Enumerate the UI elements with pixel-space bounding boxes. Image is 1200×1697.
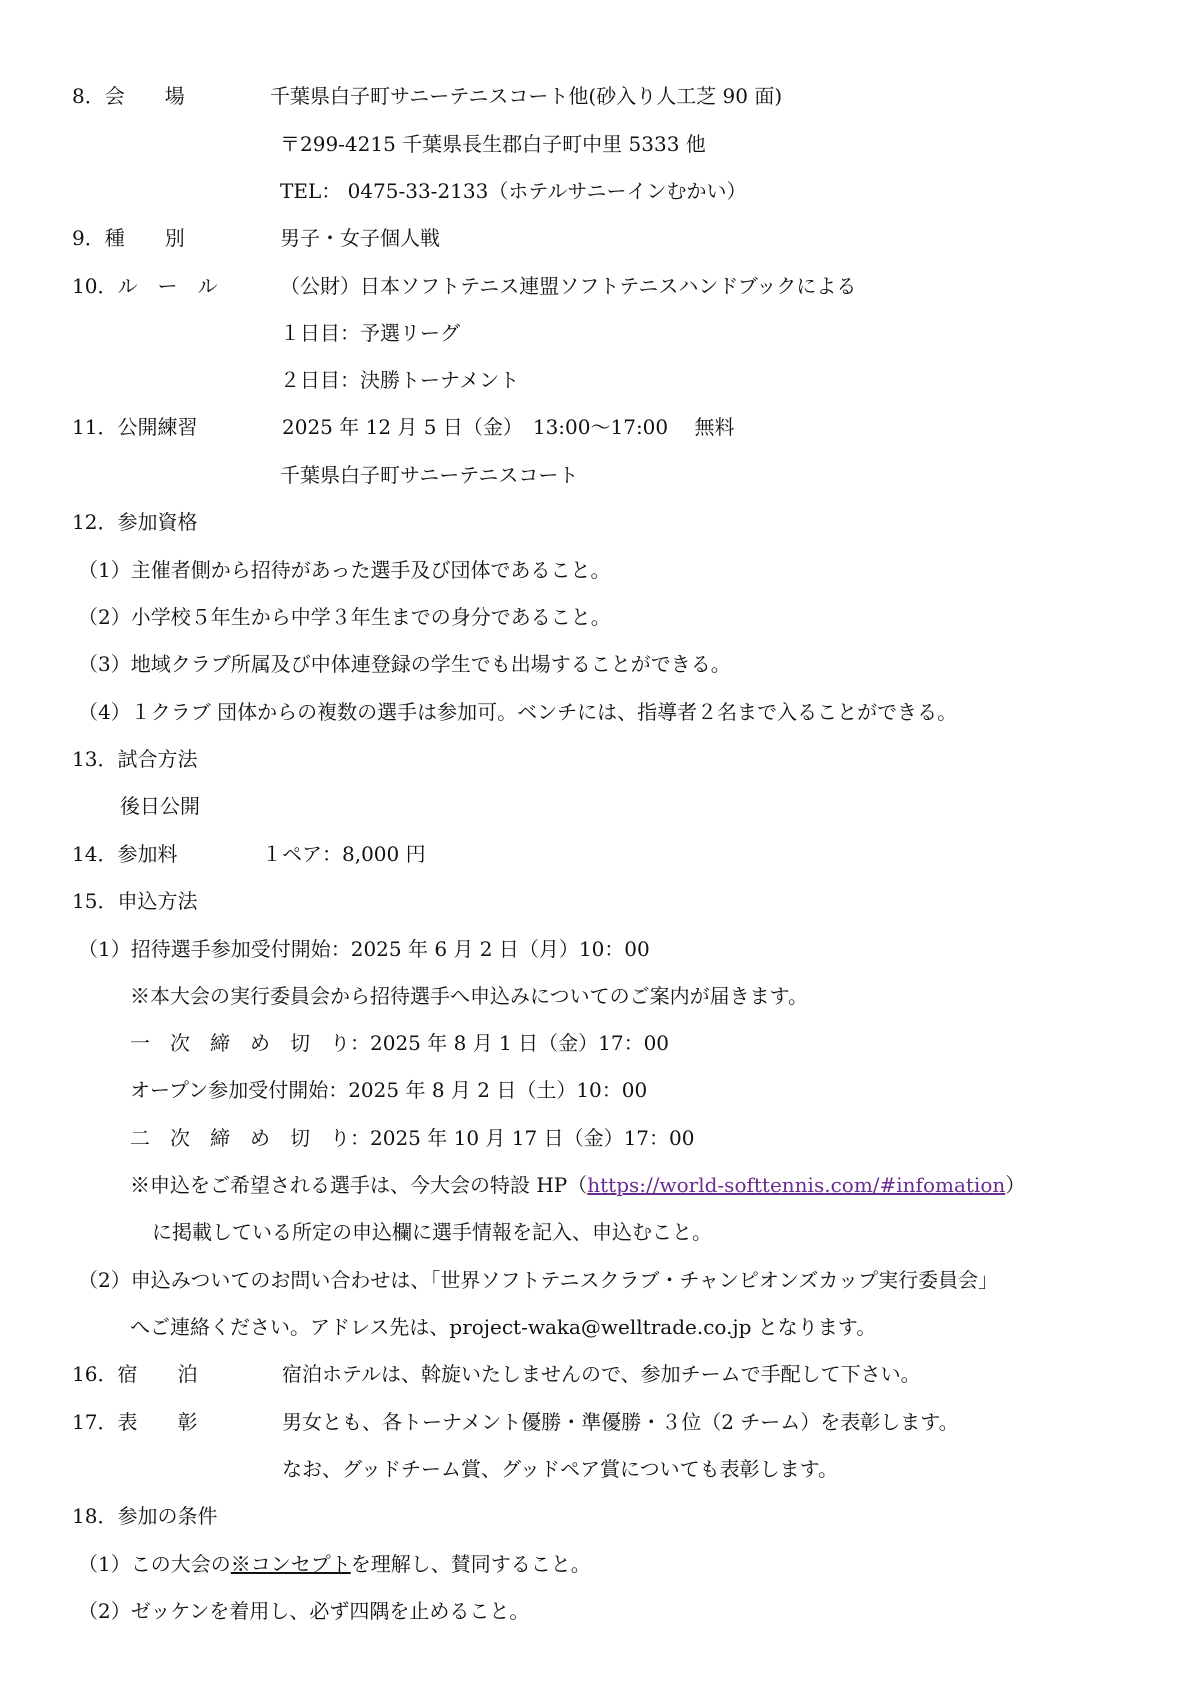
section-18-heading: 18．参加の条件: [72, 1504, 218, 1528]
section-15-note-2: [130, 1175, 1025, 1195]
section-15-item-2-cont: へご連絡ください。アドレス先は、project-waka@welltrade.co.jp となります。: [130, 1315, 877, 1339]
special-site-link[interactable]: https://world-softtennis.com/#infomation: [587, 1173, 1006, 1197]
section-15-note-2-pre: ※申込をご希望される選手は、今大会の特設 HP（: [130, 1173, 588, 1197]
section-18-condition-1: [78, 1554, 591, 1574]
section-11-place: 千葉県白子町サニーテニスコート: [280, 463, 579, 487]
section-16-text: 宿泊ホテルは、斡旋いたしませんので、参加チームで手配して下さい。: [282, 1362, 921, 1386]
section-17-heading: 17．表 彰: [72, 1410, 198, 1434]
section-15-note-2-post: ）: [1005, 1173, 1026, 1197]
section-11-heading: 11．公開練習: [72, 415, 198, 439]
section-10-heading: 10．ル ー ル: [72, 274, 218, 298]
section-15-second-deadline: 二 次 締 め 切 り：2025 年 10 月 17 日（金）17：00: [130, 1126, 695, 1150]
section-10-rule: （公財）日本ソフトテニス連盟ソフトテニスハンドブックによる: [280, 274, 857, 298]
section-12-item-2: （2）小学校５年生から中学３年生までの身分であること。: [78, 605, 611, 629]
section-9-category: 男子・女子個人戦: [280, 226, 440, 250]
section-15-item-1: （1）招待選手参加受付開始：2025 年 6 月 2 日（月）10：00: [78, 937, 650, 961]
section-18-condition-1-pre: （1）この大会の: [78, 1552, 231, 1576]
section-15-note-2-cont: に掲載している所定の申込欄に選手情報を記入、申込むこと。: [152, 1220, 712, 1244]
section-11-datetime: 2025 年 12 月 5 日（金） 13:00～17:00 無料: [282, 415, 735, 439]
section-12-heading: 12．参加資格: [72, 510, 198, 534]
section-14-fee: １ペア：8,000 円: [262, 842, 426, 866]
section-15-heading: 15．申込方法: [72, 889, 198, 913]
section-17-text-2: なお、グッドチーム賞、グッドペア賞についても表彰します。: [282, 1457, 838, 1481]
section-16-heading: 16．宿 泊: [72, 1362, 198, 1386]
section-17-text: 男女とも、各トーナメント優勝・準優勝・３位（2 チーム）を表彰します。: [282, 1410, 959, 1434]
section-18-condition-1-post: を理解し、賛同すること。: [350, 1552, 591, 1576]
section-8-heading: 8．会 場: [72, 84, 185, 108]
section-10-day1: １日目：予選リーグ: [280, 321, 460, 345]
section-15-note-1: ※本大会の実行委員会から招待選手へ申込みについてのご案内が届きます。: [130, 984, 808, 1008]
section-12-item-4: （4）１クラブ 団体からの複数の選手は参加可。ベンチには、指導者２名まで入ることができる。: [78, 700, 958, 724]
section-13-text: 後日公開: [120, 794, 200, 818]
section-13-heading: 13．試合方法: [72, 747, 198, 771]
section-10-day2: ２日目：決勝トーナメント: [280, 368, 520, 392]
section-9-heading: 9．種 別: [72, 226, 185, 250]
section-14-heading: 14．参加料: [72, 842, 178, 866]
section-12-item-1: （1）主催者側から招待があった選手及び団体であること。: [78, 558, 611, 582]
section-8-tel: TEL： 0475-33-2133（ホテルサニーインむかい）: [280, 179, 747, 203]
section-15-open-start: オープン参加受付開始：2025 年 8 月 2 日（土）10：00: [130, 1078, 648, 1102]
section-15-item-2: （2）申込みついてのお問い合わせは、「世界ソフトテニスクラブ・チャンピオンズカップ実行委員会」: [78, 1268, 999, 1292]
section-18-condition-2: （2）ゼッケンを着用し、必ず四隅を止めること。: [78, 1599, 530, 1623]
section-15-first-deadline: 一 次 締 め 切 り：2025 年 8 月 1 日（金）17：00: [130, 1031, 670, 1055]
section-12-item-3: （3）地域クラブ所属及び中体連登録の学生でも出場することができる。: [78, 652, 731, 676]
concept-link[interactable]: ※コンセプト: [230, 1552, 351, 1576]
section-8-venue: 千葉県白子町サニーテニスコート他(砂入り人工芝 90 面): [270, 84, 783, 108]
section-8-address: 〒299-4215 千葉県長生郡白子町中里 5333 他: [280, 132, 706, 156]
